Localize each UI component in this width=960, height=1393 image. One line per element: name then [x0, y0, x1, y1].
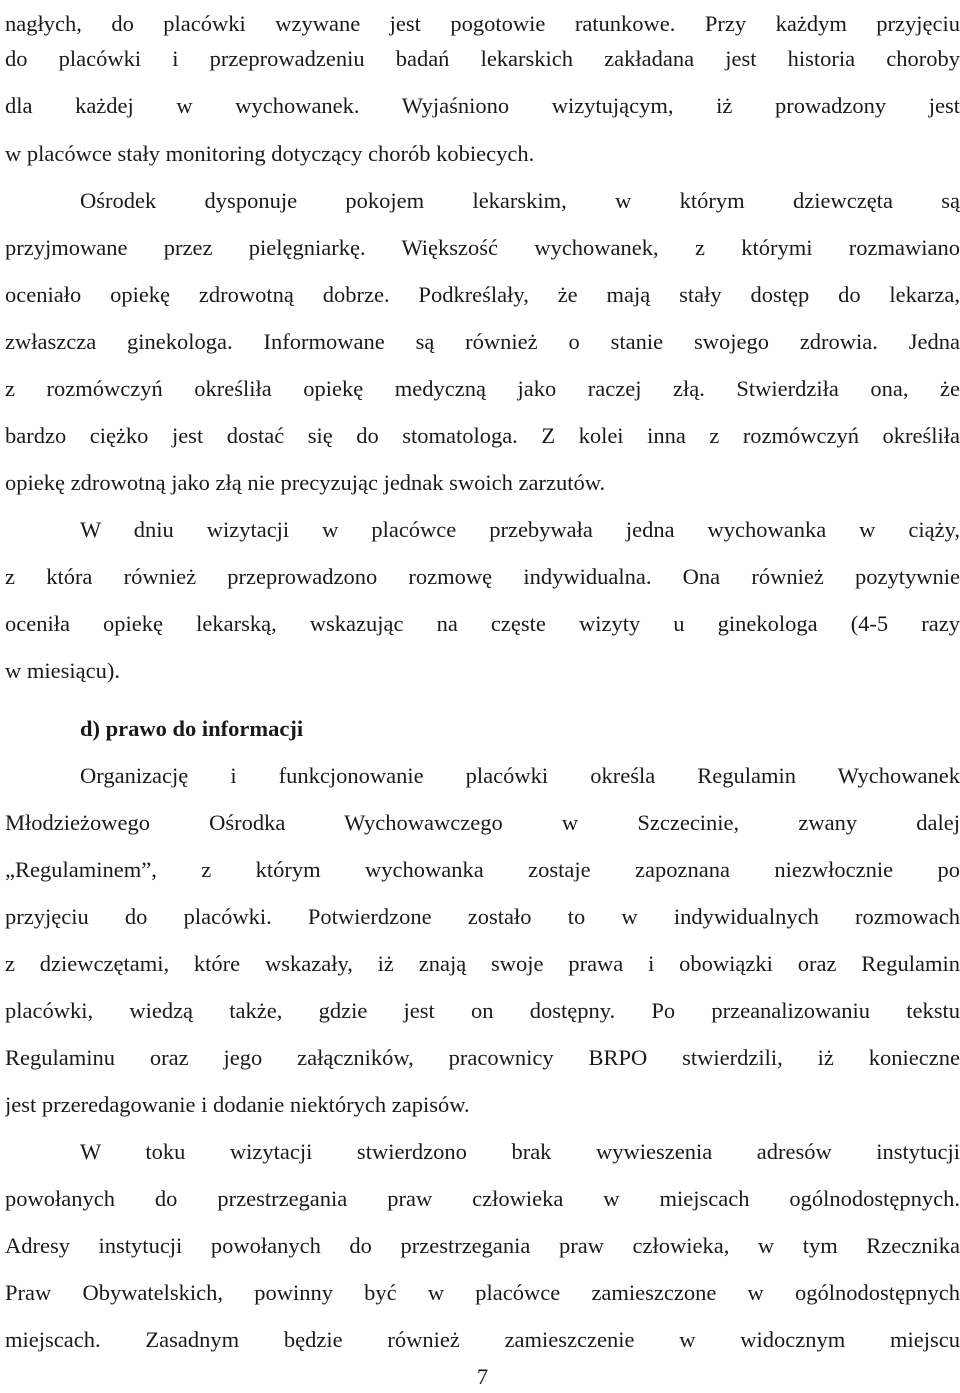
page-number: 7 [476, 1364, 489, 1389]
text-line: z która również przeprowadzono rozmowę indywidualna. Ona również pozytywnie [5, 564, 960, 589]
text-line: przyjęciu do placówki. Potwierdzone zostało to w indywidualnych rozmowach [5, 904, 960, 929]
text-line: W toku wizytacji stwierdzono brak wywieszenia adresów instytucji [80, 1139, 960, 1164]
text-line: do placówki i przeprowadzeniu badań lekarskich zakładana jest historia choroby [5, 46, 960, 71]
text-line: w miesiącu). [5, 658, 120, 683]
text-line: z rozmówczyń określiła opiekę medyczną jako raczej złą. Stwierdziła ona, że [5, 376, 960, 401]
text-line: oceniła opiekę lekarską, wskazując na częste wizyty u ginekologa (4-5 razy [5, 611, 960, 636]
text-line: w placówce stały monitoring dotyczący chorób kobiecych. [5, 141, 535, 166]
text-line: opiekę zdrowotną jako złą nie precyzując jednak swoich zarzutów. [5, 470, 606, 495]
text-line: W dniu wizytacji w placówce przebywała jedna wychowanka w ciąży, [80, 517, 960, 542]
text-line: Adresy instytucji powołanych do przestrzegania praw człowieka, w tym Rzecznika [5, 1233, 960, 1258]
text-line: Regulaminu oraz jego załączników, pracownicy BRPO stwierdzili, iż konieczne [5, 1045, 960, 1070]
text-line: „Regulaminem”, z którym wychowanka zostaje zapoznana niezwłocznie po [5, 857, 960, 882]
text-line: przyjmowane przez pielęgniarkę. Większość wychowanek, z którymi rozmawiano [5, 235, 960, 260]
text-line: nagłych, do placówki wzywane jest pogotowie ratunkowe. Przy każdym przyjęciu [5, 11, 960, 36]
text-line: dla każdej w wychowanek. Wyjaśniono wizytującym, iż prowadzony jest [5, 93, 960, 118]
text-line: Młodzieżowego Ośrodka Wychowawczego w Szczecinie, zwany dalej [5, 810, 960, 835]
text-line: Ośrodek dysponuje pokojem lekarskim, w którym dziewczęta są [80, 188, 960, 213]
text-line: placówki, wiedzą także, gdzie jest on dostępny. Po przeanalizowaniu tekstu [5, 998, 960, 1023]
text-line: z dziewczętami, które wskazały, iż znają swoje prawa i obowiązki oraz Regulamin [5, 951, 960, 976]
text-line: Praw Obywatelskich, powinny być w placówce zamieszczone w ogólnodostępnych [5, 1280, 960, 1305]
text-line: oceniało opiekę zdrowotną dobrze. Podkreślały, że mają stały dostęp do lekarza, [5, 282, 960, 307]
text-line: jest przeredagowanie i dodanie niektórych zapisów. [5, 1092, 470, 1117]
text-line: miejscach. Zasadnym będzie również zamieszczenie w widocznym miejscu [5, 1327, 960, 1352]
section-heading: d) prawo do informacji [80, 716, 304, 741]
text-line: Organizację i funkcjonowanie placówki określa Regulamin Wychowanek [80, 763, 960, 788]
text-line: powołanych do przestrzegania praw człowieka w miejscach ogólnodostępnych. [5, 1186, 960, 1211]
text-line: zwłaszcza ginekologa. Informowane są również o stanie swojego zdrowia. Jedna [5, 329, 960, 354]
text-line: bardzo ciężko jest dostać się do stomatologa. Z kolei inna z rozmówczyń określiła [5, 423, 960, 448]
document-page [5, 0, 960, 1393]
